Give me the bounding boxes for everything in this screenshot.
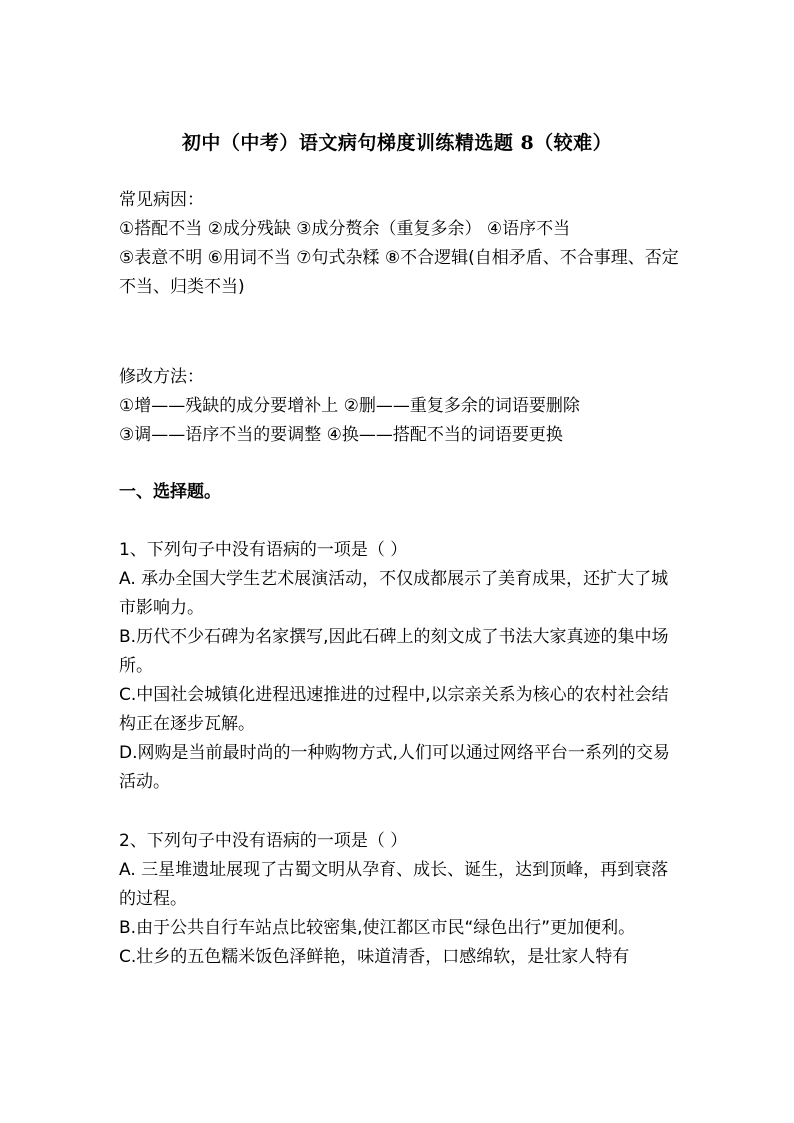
question-2-option-c: C.壮乡的五色糯米饭色泽鲜艳，味道清香，口感绵软，是壮家人特有 [119, 947, 630, 967]
question-1-option-a: A. 承办全国大学生艺术展演活动，不仅成都展示了美育成果，还扩大了城市影响力。 [119, 569, 669, 618]
revision-methods-section [119, 363, 679, 450]
question-2-option-a: A. 三星堆遗址展现了古蜀文明从孕育、成长、诞生，达到顶峰，再到衰落的过程。 [119, 860, 669, 909]
question-2-stem: 2、下列句子中没有语病的一项是（ ） [119, 831, 408, 851]
revision-methods-line-2: ③调——语序不当的要调整 ④换——搭配不当的词语要更换 [119, 425, 563, 445]
common-causes-heading: 常见病因： [119, 190, 204, 210]
document-title: 初中（中考）语文病句梯度训练精选题 8（较难） [181, 132, 613, 154]
section-heading-block [119, 478, 679, 507]
question-2 [119, 827, 679, 972]
question-1-stem: 1、下列句子中没有语病的一项是（ ） [119, 540, 408, 560]
question-1-option-d: D.网购是当前最时尚的一种购物方式,人们可以通过网络平台一系列的交易活动。 [119, 743, 670, 792]
question-2-option-b: B.由于公共自行车站点比较密集,使江都区市民“绿色出行”更加便利。 [119, 918, 636, 938]
common-causes-section [119, 186, 679, 302]
common-causes-line-1: ①搭配不当 ②成分残缺 ③成分赘余（重复多余） ④语序不当 [119, 219, 571, 239]
question-1 [119, 536, 679, 797]
common-causes-line-2: ⑤表意不明 ⑥用词不当 ⑦句式杂糅 ⑧不合逻辑(自相矛盾、不合事理、否定不当、归类不当) [119, 248, 679, 297]
revision-methods-heading: 修改方法： [119, 367, 204, 387]
question-1-option-c: C.中国社会城镇化进程迅速推进的过程中,以宗亲关系为核心的农村社会结构正在逐步瓦解。 [119, 685, 669, 734]
section-heading: 一、选择题。 [119, 482, 221, 502]
question-1-option-b: B.历代不少石碑为名家撰写,因此石碑上的刻文成了书法大家真迹的集中场所。 [119, 627, 669, 676]
revision-methods-line-1: ①增——残缺的成分要增补上 ②删——重复多余的词语要删除 [119, 396, 580, 416]
